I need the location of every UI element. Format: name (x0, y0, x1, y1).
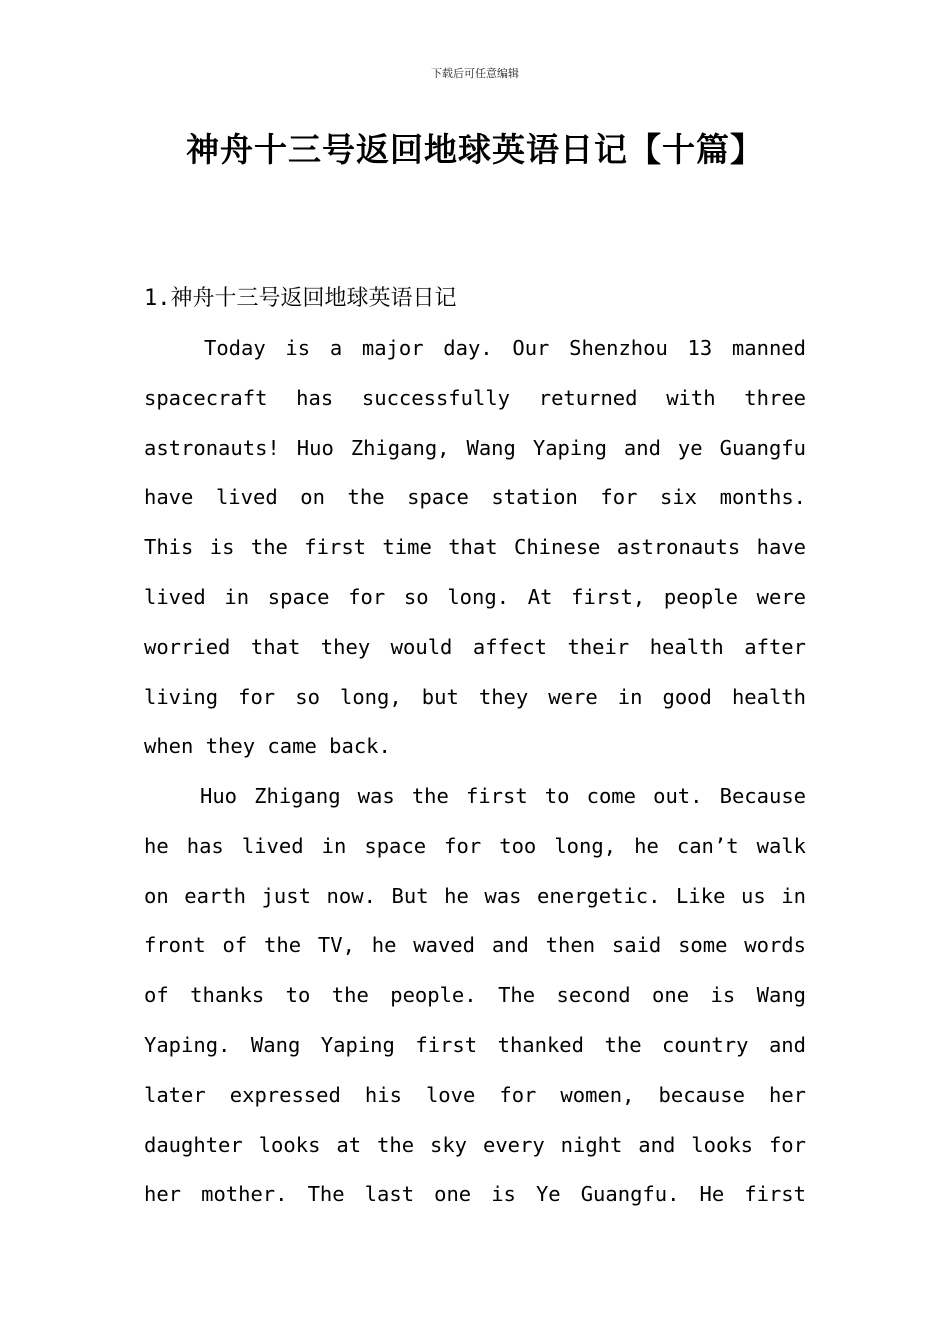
paragraph-line: front of the TV, he waved and then said some words (144, 933, 806, 958)
paragraph-line: of thanks to the people. The second one is Wang (144, 983, 806, 1008)
header-note: 下载后可任意编辑 (431, 67, 519, 80)
paragraph-line: have lived on the space station for six months. (144, 485, 806, 510)
paragraph-line: Huo Zhigang was the first to come out. Because (200, 784, 806, 808)
paragraph-line: This is the first time that Chinese astronauts have (144, 535, 806, 560)
paragraph-line: spacecraft has successfully returned with three (144, 385, 806, 410)
paragraph-line: living for so long, but they were in good health (144, 684, 806, 709)
paragraph-line: lived in space for so long. At first, people were (144, 584, 806, 609)
section-heading: 1.神舟十三号返回地球英语日记 (144, 286, 457, 311)
document-title: 神舟十三号返回地球英语日记【十篇】 (186, 130, 764, 169)
paragraph-line: Today is a major day. Our Shenzhou 13 manned (204, 336, 806, 360)
paragraph-line: daughter looks at the sky every night and looks for (144, 1132, 806, 1157)
paragraph-2 (144, 772, 806, 1220)
paragraph-line: Yaping. Wang Yaping first thanked the country and (144, 1032, 806, 1057)
paragraph-line: when they came back. (144, 734, 391, 759)
paragraph-line: her mother. The last one is Ye Guangfu. He first (144, 1182, 806, 1207)
paragraph-line: later expressed his love for women, because her (144, 1082, 806, 1107)
paragraph-line: astronauts! Huo Zhigang, Wang Yaping and ye Guangfu (144, 435, 806, 460)
paragraph-line: he has lived in space for too long, he can’t walk (144, 833, 806, 858)
paragraph-line: worried that they would affect their health after (144, 634, 806, 659)
paragraph-line: on earth just now. But he was energetic. Like us in (144, 883, 806, 908)
paragraph-1 (144, 324, 806, 772)
